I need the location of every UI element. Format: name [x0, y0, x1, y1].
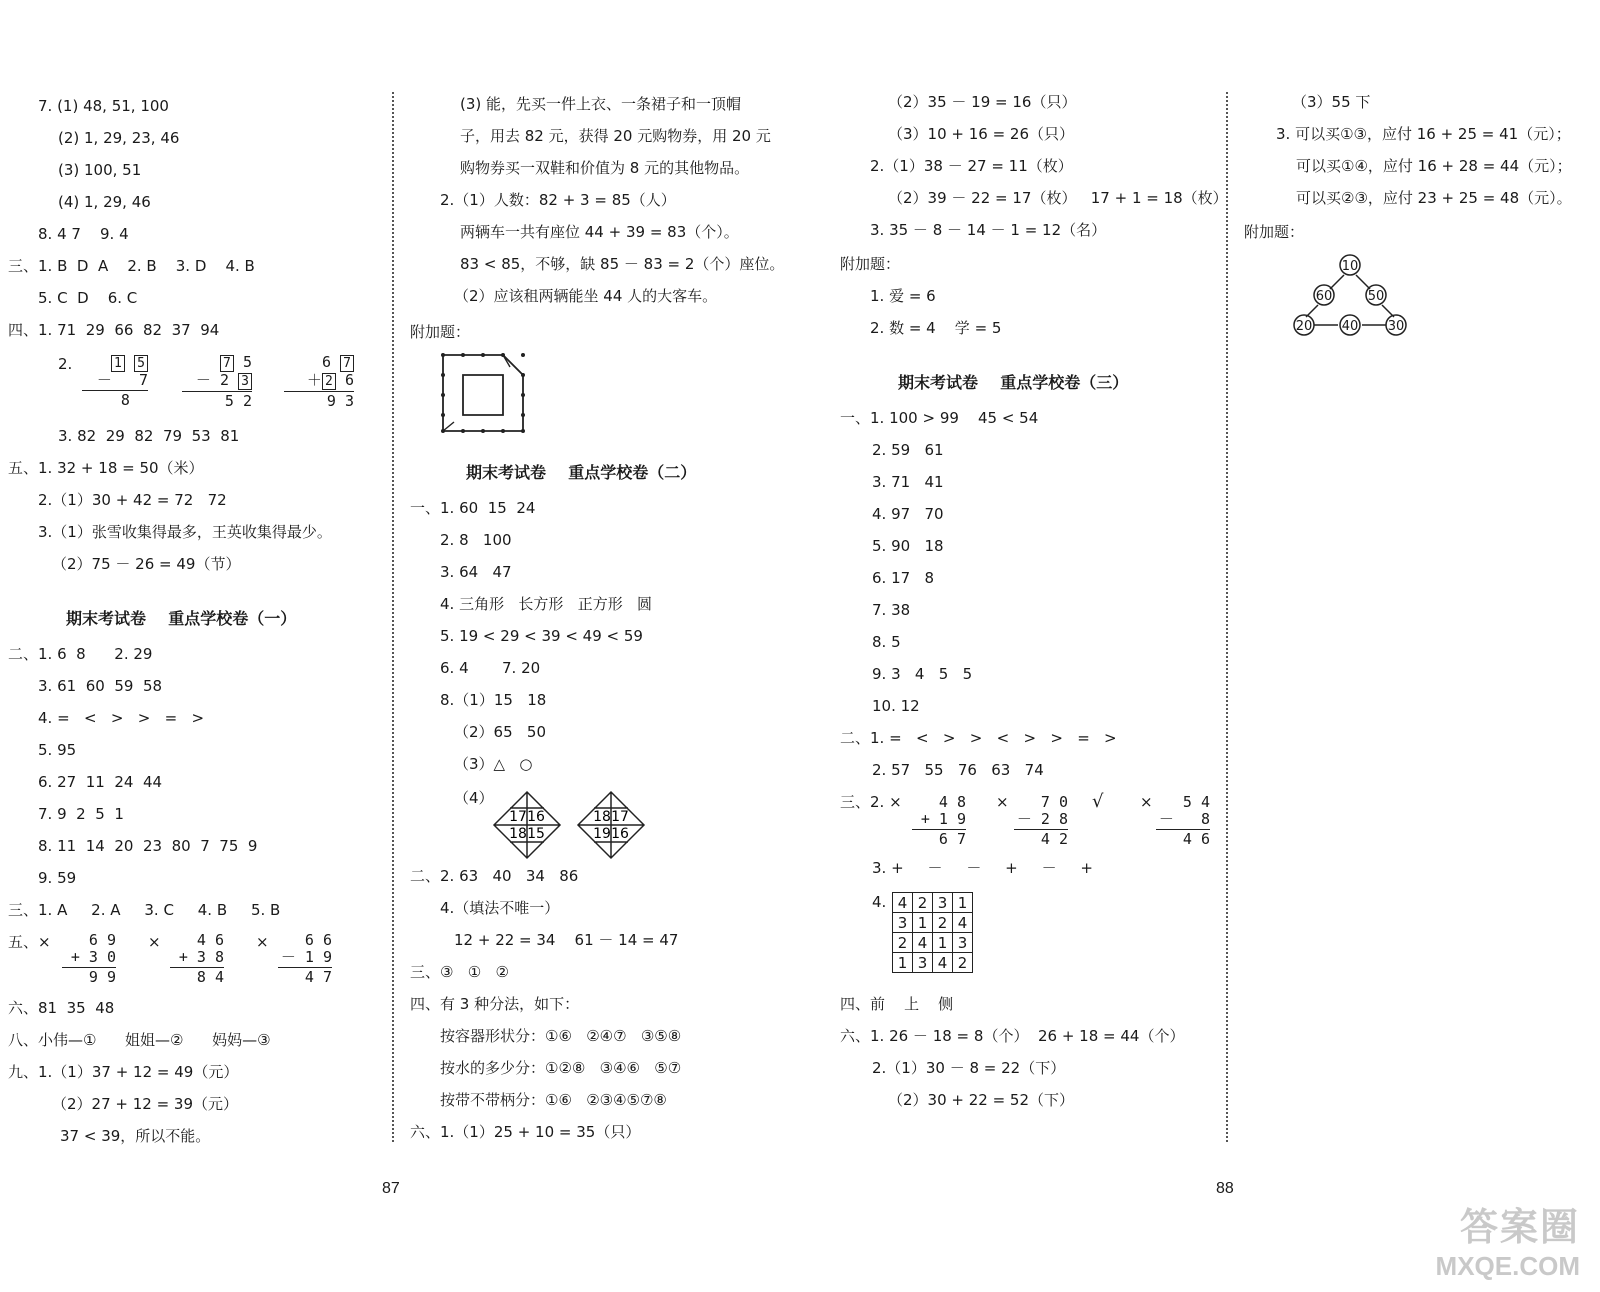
- times-mark: ×: [256, 933, 269, 951]
- answer-line: （2）75 － 26 = 49（节）: [52, 555, 241, 573]
- answer-line: 3. 64 47: [440, 563, 512, 581]
- answer-line: 2. 8 100: [440, 531, 512, 549]
- answer-line: 子，用去 82 元，获得 20 元购物券，用 20 元: [460, 127, 771, 145]
- answer-line: 一、1. 100 > 99 45 < 54: [840, 409, 1039, 427]
- times-mark: ×: [1140, 793, 1153, 811]
- svg-text:16: 16: [611, 826, 629, 842]
- answer-line: 5. 90 18: [872, 537, 944, 555]
- answer-line: 附加题：: [1244, 223, 1305, 241]
- answer-line: 四、1. 71 29 66 82 37 94: [8, 321, 220, 339]
- svg-text:18: 18: [593, 809, 611, 825]
- times-mark: ×: [996, 793, 1009, 811]
- svg-text:50: 50: [1367, 289, 1385, 304]
- svg-text:16: 16: [527, 809, 545, 825]
- answer-line: 2.（1）30 － 8 = 22（下）: [872, 1059, 1066, 1077]
- answer-line: 三、2. ×: [840, 793, 902, 811]
- answer-line: 4. 97 70: [872, 505, 944, 523]
- answer-line: 2. 数 = 4 学 = 5: [870, 319, 1002, 337]
- answer-line: （2）35 － 19 = 16（只）: [888, 93, 1077, 111]
- answer-line: 4.（填法不唯一）: [440, 899, 560, 917]
- answer-line: （3）△ ○: [454, 755, 533, 773]
- answer-line: 7. (1) 48, 51, 100: [38, 97, 169, 115]
- answer-line: 8. 4 7 9. 4: [38, 225, 129, 243]
- watermark-site: MXQE.COM: [1435, 1251, 1580, 1281]
- diamond-figure-2: [576, 790, 646, 860]
- answer-line: 9. 59: [38, 869, 77, 887]
- svg-text:17: 17: [611, 809, 629, 825]
- answer-line: 3. 71 41: [872, 473, 944, 491]
- answer-line: 可以买①④，应付 16 + 28 = 44（元）；: [1296, 157, 1572, 175]
- times-mark: ×: [148, 933, 161, 951]
- answer-line: (3) 能，先买一件上衣、一条裙子和一顶帽: [460, 95, 742, 113]
- answer-line: 五、1. 32 + 18 = 50（米）: [8, 459, 204, 477]
- answer-line: 八、小伟—① 姐姐—② 妈妈—③: [8, 1031, 271, 1049]
- answer-line: （2）应该租两辆能坐 44 人的大客车。: [454, 287, 718, 305]
- answer-line: 8. 5: [872, 633, 901, 651]
- box-calc-2: 7 5 － 2 3 5 2: [182, 354, 252, 410]
- answer-line: 10. 12: [872, 697, 920, 715]
- answer-line: 4.: [872, 893, 887, 911]
- number-grid: 4 2 3 1 3 1 2 4 2 4 1 3 1 3 4 2: [892, 892, 973, 973]
- answer-line: 12 + 22 = 34 61 － 14 = 47: [454, 931, 679, 949]
- answer-line: 3. 82 29 82 79 53 81: [58, 427, 240, 445]
- section-heading: 期末考试卷 重点学校卷（三）: [898, 373, 1129, 392]
- answer-line: 五、×: [8, 933, 51, 951]
- answer-line: 购物券买一双鞋和价值为 8 元的其他物品。: [460, 159, 750, 177]
- answer-line: 2. 57 55 76 63 74: [872, 761, 1044, 779]
- answer-line: 83 < 85，不够，缺 85 － 83 = 2（个）座位。: [460, 255, 785, 273]
- svg-text:15: 15: [527, 826, 545, 842]
- answer-line: （3）10 + 16 = 26（只）: [888, 125, 1075, 143]
- answer-line: （4）: [454, 789, 494, 807]
- answer-line: 5. C D 6. C: [38, 289, 138, 307]
- answer-line: 2. 59 61: [872, 441, 944, 459]
- answer-line: 三、③ ① ②: [410, 963, 509, 981]
- section-heading: 期末考试卷 重点学校卷（二）: [466, 463, 697, 482]
- answer-line: 3.（1）张雪收集得最多，王英收集得最少。: [38, 523, 332, 541]
- answer-line: （2）39 － 22 = 17（枚） 17 + 1 = 18（枚）: [888, 189, 1228, 207]
- svg-text:10: 10: [1341, 259, 1359, 274]
- vertical-calc: 6 6 － 1 9 4 7: [278, 932, 332, 986]
- vertical-calc: 7 0 － 2 8 4 2: [1014, 794, 1068, 848]
- page-number-left: 87: [382, 1180, 400, 1197]
- answer-line: 四、前 上 侧: [840, 995, 954, 1013]
- column-divider: [1226, 92, 1228, 1142]
- svg-text:20: 20: [1295, 319, 1313, 334]
- answer-line: 9. 3 4 5 5: [872, 665, 973, 683]
- answer-line: （2）27 + 12 = 39（元）: [52, 1095, 239, 1113]
- answer-line: 二、1. = < > > < > > = >: [840, 729, 1117, 747]
- answer-line: 6. 17 8: [872, 569, 935, 587]
- answer-line: 两辆车一共有座位 44 + 39 = 83（个）。: [460, 223, 739, 241]
- page-number-right: 88: [1216, 1180, 1234, 1197]
- answer-line: 按容器形状分：①⑥ ②④⑦ ③⑤⑧: [440, 1027, 682, 1045]
- answer-line: 四、有 3 种分法，如下：: [410, 995, 580, 1013]
- box-calc-1: 1 5 － 7 8: [82, 354, 148, 409]
- column-1: [0, 0, 390, 1292]
- watermark: [1436, 1196, 1580, 1282]
- answer-line: 1. 爱 = 6: [870, 287, 936, 305]
- answer-line: 37 < 39，所以不能。: [60, 1127, 211, 1145]
- answer-line: 三、1. A 2. A 3. C 4. B 5. B: [8, 901, 281, 919]
- column-divider: [392, 92, 394, 1142]
- dot-path-figure: [440, 352, 526, 434]
- column-3: [836, 0, 1226, 1292]
- answer-line: 附加题：: [410, 323, 471, 341]
- answer-line: 2.（1）38 － 27 = 11（枚）: [870, 157, 1073, 175]
- answer-line: （2）30 + 22 = 52（下）: [888, 1091, 1075, 1109]
- answer-line: 六、81 35 48: [8, 999, 115, 1017]
- answer-line: 3. 35 － 8 － 14 － 1 = 12（名）: [870, 221, 1107, 239]
- answer-line: 6. 4 7. 20: [440, 659, 541, 677]
- answer-line: 2.: [58, 355, 73, 373]
- triangle-number-figure: [1292, 252, 1416, 340]
- answer-line: （3）55 下: [1292, 93, 1371, 111]
- answer-line: (3) 100, 51: [58, 161, 142, 179]
- svg-text:18: 18: [509, 826, 527, 842]
- answer-line: 九、1.（1）37 + 12 = 49（元）: [8, 1063, 239, 1081]
- answer-line: 按带不带柄分：①⑥ ②③④⑤⑦⑧: [440, 1091, 667, 1109]
- svg-text:30: 30: [1387, 319, 1405, 334]
- answer-line: (2) 1, 29, 23, 46: [58, 129, 180, 147]
- check-mark: √: [1092, 791, 1104, 812]
- answer-line: 2.（1）30 + 42 = 72 72: [38, 491, 227, 509]
- answer-line: 5. 19 < 29 < 39 < 49 < 59: [440, 627, 643, 645]
- column-4: [1236, 0, 1600, 1292]
- answer-line: 2.（1）人数：82 + 3 = 85（人）: [440, 191, 676, 209]
- answer-line: 7. 38: [872, 601, 911, 619]
- answer-line: 4. = < > > = >: [38, 709, 205, 727]
- vertical-calc: 5 4 － 8 4 6: [1156, 794, 1210, 848]
- watermark-logo-text: 答案圈: [1459, 1207, 1580, 1249]
- answer-line: 7. 9 2 5 1: [38, 805, 124, 823]
- answer-line: 8. 11 14 20 23 80 7 75 9: [38, 837, 258, 855]
- diamond-figure-1: [492, 790, 562, 860]
- answer-line: 可以买②③，应付 23 + 25 = 48（元）。: [1296, 189, 1572, 207]
- answer-line: 6. 27 11 24 44: [38, 773, 163, 791]
- answer-line: 3. 61 60 59 58: [38, 677, 163, 695]
- answer-line: 一、1. 60 15 24: [410, 499, 536, 517]
- column-2: [400, 0, 820, 1292]
- answer-line: 8.（1）15 18: [440, 691, 547, 709]
- answer-line: 三、1. B D A 2. B 3. D 4. B: [8, 257, 255, 275]
- answer-line: 二、2. 63 40 34 86: [410, 867, 579, 885]
- vertical-calc: 6 9 + 3 0 9 9: [62, 932, 116, 986]
- section-heading: 期末考试卷 重点学校卷（一）: [66, 609, 297, 628]
- vertical-calc: 4 8 + 1 9 6 7: [912, 794, 966, 848]
- answer-line: 3. + － － + － +: [872, 859, 1093, 877]
- answer-line: 附加题：: [840, 255, 901, 273]
- answer-line: 按水的多少分：①②⑧ ③④⑥ ⑤⑦: [440, 1059, 682, 1077]
- answer-line: 3. 可以买①③，应付 16 + 25 = 41（元）；: [1276, 125, 1571, 143]
- svg-text:40: 40: [1341, 319, 1359, 334]
- answer-line: (4) 1, 29, 46: [58, 193, 151, 211]
- answer-line: 六、1. 26 － 18 = 8（个） 26 + 18 = 44（个）: [840, 1027, 1185, 1045]
- svg-text:19: 19: [593, 826, 611, 842]
- answer-line: 5. 95: [38, 741, 77, 759]
- box-calc-3: 6 7 ＋ 2 6 9 3: [284, 354, 354, 410]
- answer-line: 4. 三角形 长方形 正方形 圆: [440, 595, 652, 613]
- answer-line: 二、1. 6 8 2. 29: [8, 645, 153, 663]
- answer-line: （2）65 50: [454, 723, 547, 741]
- answer-line: 六、1.（1）25 + 10 = 35（只）: [410, 1123, 641, 1141]
- svg-text:60: 60: [1315, 289, 1333, 304]
- vertical-calc: 4 6 + 3 8 8 4: [170, 932, 224, 986]
- svg-text:17: 17: [509, 809, 527, 825]
